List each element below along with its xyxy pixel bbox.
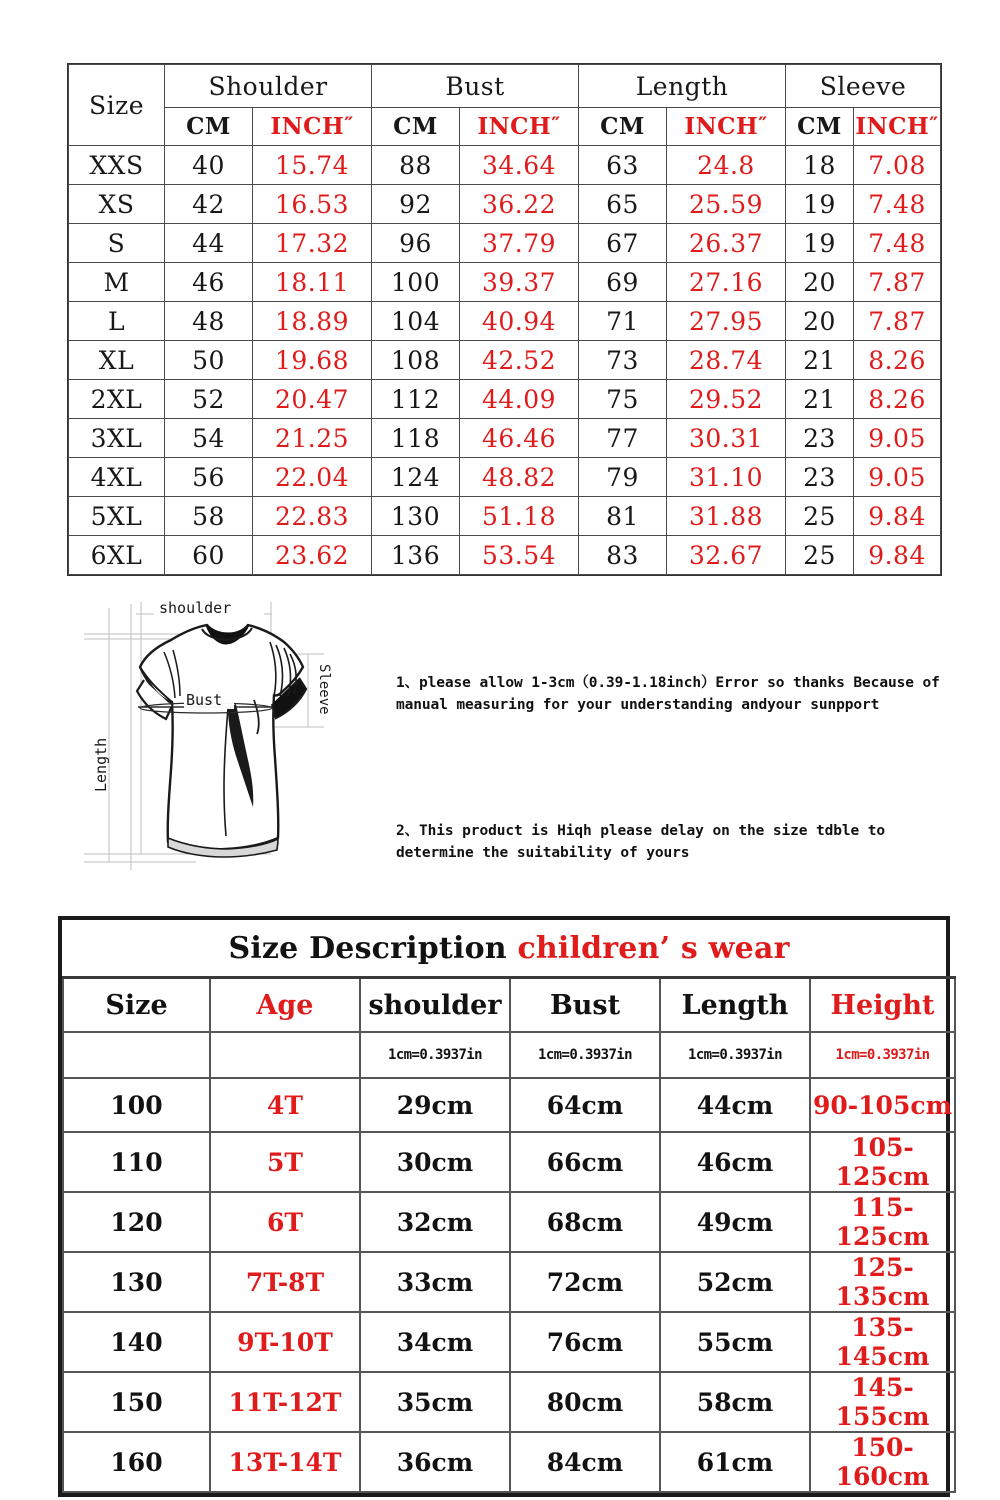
cell-shoulder-in: 22.83 xyxy=(253,497,372,536)
unit-label-inch: INCH xyxy=(270,113,345,140)
cell-bust-in: 37.79 xyxy=(460,224,579,263)
label-sleeve: Sleeve xyxy=(316,664,332,715)
cell-bust-in: 46.46 xyxy=(460,419,579,458)
adult-size-table xyxy=(68,64,941,575)
table-row xyxy=(63,1192,955,1252)
cell-sleeve-in: 9.05 xyxy=(854,458,941,497)
cell-bust: 84cm xyxy=(510,1432,660,1492)
unit-bust-cm: CM xyxy=(372,108,460,146)
unit-bust-inch xyxy=(460,108,579,146)
note-measurement-tolerance: 1、please allow 1-3cm（0.39-1.18inch）Error so thanks Because of manual measuring for your understanding andyour sunpport xyxy=(396,675,940,714)
table-row xyxy=(69,224,941,263)
col-header-bust: Bust xyxy=(510,978,660,1033)
cell-size: 120 xyxy=(63,1192,210,1252)
cell-shoulder-cm: 40 xyxy=(165,146,253,185)
cell-length-in: 25.59 xyxy=(667,185,786,224)
cell-size: 110 xyxy=(63,1132,210,1192)
cell-bust-in: 39.37 xyxy=(460,263,579,302)
cell-bust-cm: 124 xyxy=(372,458,460,497)
children-size-table xyxy=(62,920,956,1493)
cell-bust: 76cm xyxy=(510,1312,660,1372)
cell-bust: 80cm xyxy=(510,1372,660,1432)
cell-sleeve-cm: 25 xyxy=(786,536,854,575)
cell-sleeve-in: 8.26 xyxy=(854,341,941,380)
cell-shoulder: 34cm xyxy=(360,1312,510,1372)
table-row xyxy=(69,263,941,302)
unit-shoulder-cm: CM xyxy=(165,108,253,146)
cell-shoulder-in: 18.89 xyxy=(253,302,372,341)
col-group-sleeve: Sleeve xyxy=(786,65,941,108)
adult-unit-header-row xyxy=(69,108,941,146)
cell-sleeve-in: 7.87 xyxy=(854,263,941,302)
conv-shoulder: 1cm=0.3937in xyxy=(360,1032,510,1078)
adult-group-header-row xyxy=(69,65,941,108)
cell-length-cm: 69 xyxy=(579,263,667,302)
table-row xyxy=(69,497,941,536)
cell-bust-in: 42.52 xyxy=(460,341,579,380)
title-black-part: Size Description xyxy=(228,930,518,966)
cell-bust-cm: 118 xyxy=(372,419,460,458)
cell-bust-in: 40.94 xyxy=(460,302,579,341)
unit-label-inch: INCH xyxy=(684,113,759,140)
cell-bust-cm: 112 xyxy=(372,380,460,419)
cell-size: 100 xyxy=(63,1078,210,1132)
col-header-length: Length xyxy=(660,978,810,1033)
conv-height: 1cm=0.3937in xyxy=(810,1032,955,1078)
table-row xyxy=(69,536,941,575)
cell-size: 6XL xyxy=(69,536,165,575)
cell-size: 4XL xyxy=(69,458,165,497)
unit-sleeve-cm: CM xyxy=(786,108,854,146)
cell-length-cm: 67 xyxy=(579,224,667,263)
table-row xyxy=(63,1252,955,1312)
cell-age: 7T-8T xyxy=(210,1252,360,1312)
cell-shoulder-cm: 44 xyxy=(165,224,253,263)
label-shoulder: shoulder xyxy=(159,599,232,617)
cell-length: 46cm xyxy=(660,1132,810,1192)
cell-bust-cm: 100 xyxy=(372,263,460,302)
cell-bust: 72cm xyxy=(510,1252,660,1312)
cell-bust-in: 48.82 xyxy=(460,458,579,497)
cell-sleeve-in: 7.87 xyxy=(854,302,941,341)
cell-shoulder-cm: 54 xyxy=(165,419,253,458)
col-header-size: Size xyxy=(63,978,210,1033)
cell-age: 9T-10T xyxy=(210,1312,360,1372)
cell-shoulder-in: 18.11 xyxy=(253,263,372,302)
cell-height: 115-125cm xyxy=(810,1192,955,1252)
cell-length-in: 24.8 xyxy=(667,146,786,185)
table-row xyxy=(69,185,941,224)
cell-length-in: 31.88 xyxy=(667,497,786,536)
cell-age: 5T xyxy=(210,1132,360,1192)
inch-mark-icon: ″ xyxy=(344,112,354,136)
cell-sleeve-cm: 20 xyxy=(786,263,854,302)
table-row xyxy=(69,380,941,419)
cell-sleeve-in: 9.84 xyxy=(854,497,941,536)
cell-length-cm: 79 xyxy=(579,458,667,497)
cell-shoulder-in: 19.68 xyxy=(253,341,372,380)
children-conversion-row xyxy=(63,1032,955,1078)
unit-length-cm: CM xyxy=(579,108,667,146)
cell-shoulder-cm: 58 xyxy=(165,497,253,536)
cell-length-cm: 83 xyxy=(579,536,667,575)
cell-length-in: 32.67 xyxy=(667,536,786,575)
cell-length-in: 26.37 xyxy=(667,224,786,263)
unit-length-inch xyxy=(667,108,786,146)
cell-bust-cm: 130 xyxy=(372,497,460,536)
cell-sleeve-in: 7.08 xyxy=(854,146,941,185)
cell-bust-in: 44.09 xyxy=(460,380,579,419)
cell-size: XS xyxy=(69,185,165,224)
cell-bust-cm: 92 xyxy=(372,185,460,224)
cell-size: L xyxy=(69,302,165,341)
cell-size: XL xyxy=(69,341,165,380)
cell-height: 90-105cm xyxy=(810,1078,955,1132)
cell-sleeve-in: 7.48 xyxy=(854,224,941,263)
cell-sleeve-in: 7.48 xyxy=(854,185,941,224)
conv-age xyxy=(210,1032,360,1078)
cell-bust-cm: 88 xyxy=(372,146,460,185)
cell-sleeve-cm: 19 xyxy=(786,185,854,224)
cell-length-in: 29.52 xyxy=(667,380,786,419)
cell-size: XXS xyxy=(69,146,165,185)
cell-shoulder-in: 22.04 xyxy=(253,458,372,497)
cell-shoulder-cm: 56 xyxy=(165,458,253,497)
cell-sleeve-cm: 25 xyxy=(786,497,854,536)
table-row xyxy=(69,146,941,185)
cell-shoulder-cm: 46 xyxy=(165,263,253,302)
tshirt-measurement-diagram xyxy=(76,592,376,877)
cell-age: 6T xyxy=(210,1192,360,1252)
cell-length-in: 28.74 xyxy=(667,341,786,380)
cell-size: 2XL xyxy=(69,380,165,419)
cell-size: 5XL xyxy=(69,497,165,536)
cell-length-in: 27.16 xyxy=(667,263,786,302)
cell-length-cm: 81 xyxy=(579,497,667,536)
cell-shoulder: 35cm xyxy=(360,1372,510,1432)
cell-bust-cm: 108 xyxy=(372,341,460,380)
cell-height: 125-135cm xyxy=(810,1252,955,1312)
cell-size: 140 xyxy=(63,1312,210,1372)
col-group-length: Length xyxy=(579,65,786,108)
cell-shoulder-cm: 60 xyxy=(165,536,253,575)
cell-length: 58cm xyxy=(660,1372,810,1432)
cell-sleeve-cm: 23 xyxy=(786,458,854,497)
cell-size: 160 xyxy=(63,1432,210,1492)
cell-age: 13T-14T xyxy=(210,1432,360,1492)
cell-shoulder: 30cm xyxy=(360,1132,510,1192)
cell-height: 150-160cm xyxy=(810,1432,955,1492)
cell-bust-in: 34.64 xyxy=(460,146,579,185)
cell-shoulder-in: 20.47 xyxy=(253,380,372,419)
unit-shoulder-inch xyxy=(253,108,372,146)
cell-shoulder: 36cm xyxy=(360,1432,510,1492)
cell-sleeve-in: 8.26 xyxy=(854,380,941,419)
cell-length: 49cm xyxy=(660,1192,810,1252)
cell-shoulder-cm: 42 xyxy=(165,185,253,224)
col-header-age: Age xyxy=(210,978,360,1033)
cell-size: 3XL xyxy=(69,419,165,458)
cell-shoulder-in: 15.74 xyxy=(253,146,372,185)
cell-height: 105-125cm xyxy=(810,1132,955,1192)
conv-size xyxy=(63,1032,210,1078)
cell-bust: 64cm xyxy=(510,1078,660,1132)
cell-shoulder-in: 23.62 xyxy=(253,536,372,575)
cell-bust-cm: 96 xyxy=(372,224,460,263)
children-header-row xyxy=(63,978,955,1033)
note-product-sizing: 2、This product is Hiqh please delay on the size tdble to determine the suitability of yours xyxy=(396,823,886,862)
cell-size: 130 xyxy=(63,1252,210,1312)
table-row xyxy=(63,1132,955,1192)
col-group-size: Size xyxy=(69,65,165,146)
cell-sleeve-cm: 21 xyxy=(786,380,854,419)
unit-label-inch: INCH xyxy=(477,113,552,140)
cell-length-cm: 65 xyxy=(579,185,667,224)
table-row xyxy=(69,302,941,341)
cell-size: 150 xyxy=(63,1372,210,1432)
col-header-height: Height xyxy=(810,978,955,1033)
cell-size: M xyxy=(69,263,165,302)
cell-size: S xyxy=(69,224,165,263)
cell-sleeve-in: 9.84 xyxy=(854,536,941,575)
cell-sleeve-cm: 21 xyxy=(786,341,854,380)
table-row xyxy=(69,458,941,497)
children-title-row xyxy=(63,920,955,978)
cell-bust-in: 36.22 xyxy=(460,185,579,224)
cell-length-cm: 73 xyxy=(579,341,667,380)
children-size-chart xyxy=(58,916,953,1497)
inch-mark-icon: ″ xyxy=(551,112,561,136)
title-red-part: children’ s wear xyxy=(517,930,790,966)
cell-shoulder-cm: 50 xyxy=(165,341,253,380)
cell-length-cm: 63 xyxy=(579,146,667,185)
cell-bust-in: 51.18 xyxy=(460,497,579,536)
cell-length-cm: 75 xyxy=(579,380,667,419)
cell-length-in: 30.31 xyxy=(667,419,786,458)
adult-size-chart xyxy=(68,64,940,575)
cell-age: 4T xyxy=(210,1078,360,1132)
cell-length-cm: 77 xyxy=(579,419,667,458)
cell-sleeve-cm: 19 xyxy=(786,224,854,263)
label-bust: Bust xyxy=(186,691,223,709)
inch-mark-icon: ″ xyxy=(758,112,768,136)
cell-length: 52cm xyxy=(660,1252,810,1312)
table-row xyxy=(63,1078,955,1132)
cell-sleeve-in: 9.05 xyxy=(854,419,941,458)
col-group-shoulder: Shoulder xyxy=(165,65,372,108)
cell-length-in: 27.95 xyxy=(667,302,786,341)
cell-shoulder-in: 21.25 xyxy=(253,419,372,458)
col-header-shoulder: shoulder xyxy=(360,978,510,1033)
table-row xyxy=(69,341,941,380)
cell-sleeve-cm: 23 xyxy=(786,419,854,458)
cell-bust-in: 53.54 xyxy=(460,536,579,575)
cell-height: 135-145cm xyxy=(810,1312,955,1372)
inch-mark-icon: ″ xyxy=(929,112,939,136)
cell-age: 11T-12T xyxy=(210,1372,360,1432)
cell-bust: 66cm xyxy=(510,1132,660,1192)
unit-sleeve-inch xyxy=(854,108,941,146)
table-row xyxy=(69,419,941,458)
cell-shoulder: 33cm xyxy=(360,1252,510,1312)
cell-bust-cm: 136 xyxy=(372,536,460,575)
cell-bust-cm: 104 xyxy=(372,302,460,341)
tshirt-outline xyxy=(140,625,303,849)
conv-length: 1cm=0.3937in xyxy=(660,1032,810,1078)
cell-bust: 68cm xyxy=(510,1192,660,1252)
cell-height: 145-155cm xyxy=(810,1372,955,1432)
cell-length: 61cm xyxy=(660,1432,810,1492)
cell-length-in: 31.10 xyxy=(667,458,786,497)
table-row xyxy=(63,1312,955,1372)
table-row xyxy=(63,1432,955,1492)
cell-sleeve-cm: 20 xyxy=(786,302,854,341)
cell-sleeve-cm: 18 xyxy=(786,146,854,185)
table-row xyxy=(63,1372,955,1432)
cell-shoulder-cm: 48 xyxy=(165,302,253,341)
cell-length: 55cm xyxy=(660,1312,810,1372)
cell-shoulder: 32cm xyxy=(360,1192,510,1252)
cell-shoulder-in: 17.32 xyxy=(253,224,372,263)
cell-shoulder-cm: 52 xyxy=(165,380,253,419)
cell-shoulder-in: 16.53 xyxy=(253,185,372,224)
cell-shoulder: 29cm xyxy=(360,1078,510,1132)
conv-bust: 1cm=0.3937in xyxy=(510,1032,660,1078)
label-length: Length xyxy=(92,737,110,792)
children-chart-title xyxy=(63,920,955,978)
unit-label-inch: INCH xyxy=(855,113,930,140)
cell-length: 44cm xyxy=(660,1078,810,1132)
col-group-bust: Bust xyxy=(372,65,579,108)
cell-length-cm: 71 xyxy=(579,302,667,341)
